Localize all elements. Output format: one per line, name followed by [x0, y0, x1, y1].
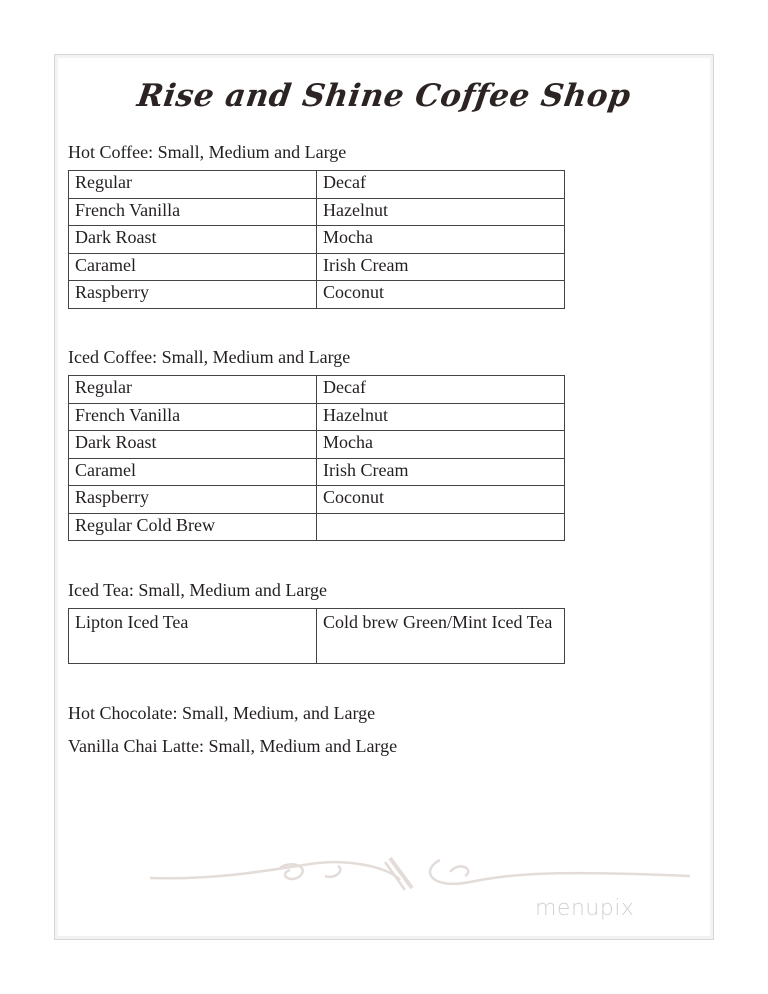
table-row: [69, 431, 565, 459]
table-row: [69, 226, 565, 254]
watermark-logo: menupix: [535, 896, 635, 921]
menu-item-cell: Caramel: [69, 253, 317, 281]
iced-coffee-table: [68, 375, 565, 541]
menu-item-cell: Decaf: [317, 171, 565, 199]
menu-item-cell: Dark Roast: [69, 431, 317, 459]
menu-item-cell: Raspberry: [69, 486, 317, 514]
menu-item-cell: Regular Cold Brew: [69, 513, 317, 541]
chai-latte-heading: Vanilla Chai Latte: Small, Medium and Large: [68, 736, 398, 756]
menu-item-cell: Coconut: [317, 486, 565, 514]
table-row: [69, 486, 565, 514]
menu-item-cell: Lipton Iced Tea: [69, 609, 317, 664]
menu-item-cell: Dark Roast: [69, 226, 317, 254]
hot-coffee-table: [68, 170, 565, 309]
menu-item-cell: French Vanilla: [69, 403, 317, 431]
table-row: [69, 403, 565, 431]
menu-item-cell: Hazelnut: [317, 403, 565, 431]
menu-item-cell: [317, 513, 565, 541]
menu-item-cell: Regular: [69, 171, 317, 199]
fork-knife-flourish-icon: [150, 850, 690, 900]
shop-title: Rise and Shine Coffee Shop: [135, 78, 633, 114]
menu-item-cell: Hazelnut: [317, 198, 565, 226]
table-row: [69, 171, 565, 199]
hot-coffee-heading: Hot Coffee: Small, Medium and Large: [68, 142, 347, 162]
menu-item-cell: Mocha: [317, 431, 565, 459]
menu-item-cell: Coconut: [317, 281, 565, 309]
table-row: [69, 609, 565, 664]
menu-item-cell: Caramel: [69, 458, 317, 486]
table-row: [69, 198, 565, 226]
menu-item-cell: Raspberry: [69, 281, 317, 309]
iced-coffee-heading: Iced Coffee: Small, Medium and Large: [68, 347, 351, 367]
table-row: [69, 458, 565, 486]
menu-item-cell: French Vanilla: [69, 198, 317, 226]
menu-item-cell: Irish Cream: [317, 253, 565, 281]
table-row: [69, 513, 565, 541]
iced-tea-table: [68, 608, 565, 664]
hot-chocolate-heading: Hot Chocolate: Small, Medium, and Large: [68, 703, 376, 723]
menu-item-cell: Mocha: [317, 226, 565, 254]
menu-item-cell: Regular: [69, 376, 317, 404]
table-row: [69, 281, 565, 309]
menu-item-cell: Cold brew Green/Mint Iced Tea: [317, 609, 565, 664]
menu-item-cell: Decaf: [317, 376, 565, 404]
table-row: [69, 376, 565, 404]
iced-tea-heading: Iced Tea: Small, Medium and Large: [68, 580, 327, 600]
table-row: [69, 253, 565, 281]
menu-item-cell: Irish Cream: [317, 458, 565, 486]
